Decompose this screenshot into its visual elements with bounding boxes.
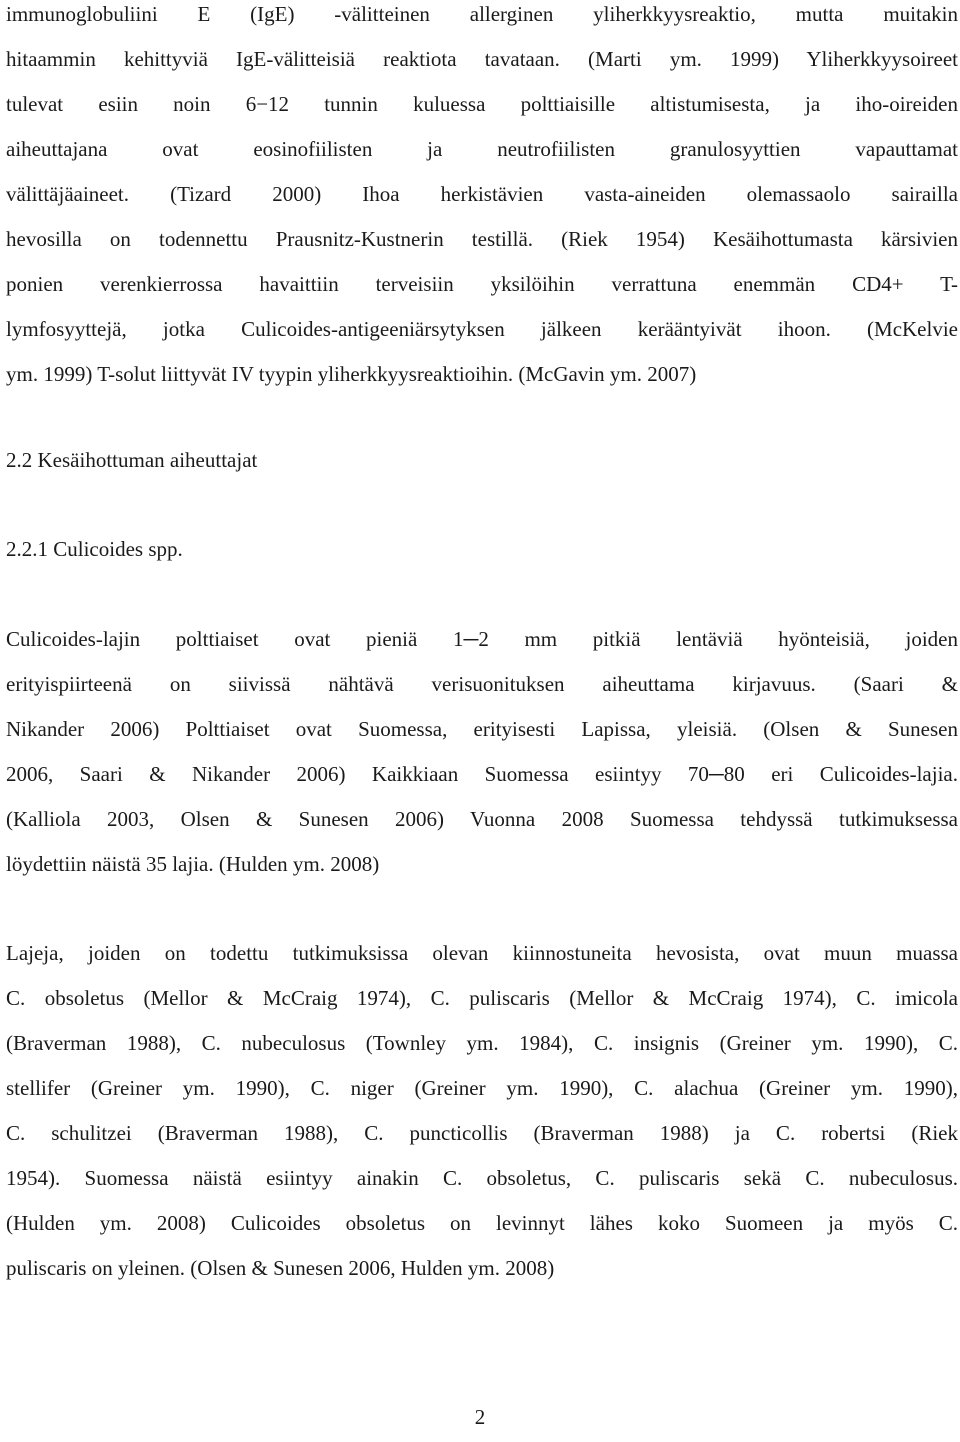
text-line: hevosilla on todennettu Prausnitz-Kustnerin testillä. (Riek 1954) Kesäihottumasta kärsivien	[6, 227, 958, 251]
text-line: Lajeja, joiden on todettu tutkimuksissa olevan kiinnostuneita hevosista, ovat muun muassa	[6, 941, 958, 965]
text-line: tulevat esiin noin 6−12 tunnin kuluessa polttiaisille altistumisesta, ja iho-oireiden	[6, 92, 958, 116]
text-line: ym. 1999) T-solut liittyvät IV tyypin yliherkkyysreaktioihin. (McGavin ym. 2007)	[6, 362, 697, 386]
text-line: (Braverman 1988), C. nubeculosus (Townley ym. 1984), C. insignis (Greiner ym. 1990), C.	[6, 1031, 958, 1055]
text-line: 1954). Suomessa näistä esiintyy ainakin C. obsoletus, C. puliscaris sekä C. nubeculosus.	[6, 1166, 958, 1190]
text-line: (Kalliola 2003, Olsen & Sunesen 2006) Vuonna 2008 Suomessa tehdyssä tutkimuksessa	[6, 807, 958, 831]
text-line: aiheuttajana ovat eosinofiilisten ja neutrofiilisten granulosyyttien vapauttamat	[6, 137, 958, 161]
text-line: (Hulden ym. 2008) Culicoides obsoletus on levinnyt lähes koko Suomeen ja myös C.	[6, 1211, 958, 1235]
text-line: välittäjäaineet. (Tizard 2000) Ihoa herkistävien vasta-aineiden olemassaolo sairailla	[6, 182, 958, 206]
text-line: Nikander 2006) Polttiaiset ovat Suomessa, erityisesti Lapissa, yleisiä. (Olsen & Sunesen	[6, 717, 958, 741]
subsection-heading: 2.2.1 Culicoides spp.	[6, 537, 183, 561]
text-line: löydettiin näistä 35 lajia. (Hulden ym. 2008)	[6, 852, 380, 876]
paragraph-allergy-mechanism	[6, 0, 958, 397]
text-line: erityispiirteenä on siivissä nähtävä verisuonituksen aiheuttama kirjavuus. (Saari &	[6, 672, 958, 696]
text-line: hitaammin kehittyviä IgE-välitteisiä reaktiota tavataan. (Marti ym. 1999) Yliherkkyysoireet	[6, 47, 958, 71]
text-line: Culicoides-lajin polttiaiset ovat pieniä 1─2 mm pitkiä lentäviä hyönteisiä, joiden	[6, 627, 958, 651]
paragraph-culicoides-description	[6, 617, 958, 887]
text-line: C. obsoletus (Mellor & McCraig 1974), C. puliscaris (Mellor & McCraig 1974), C. imicola	[6, 986, 958, 1010]
page-number: 2	[474, 1405, 486, 1429]
text-line: lymfosyyttejä, jotka Culicoides-antigeeniärsytyksen jälkeen kerääntyivät ihoon. (McKelvie	[6, 317, 958, 341]
section-heading: 2.2 Kesäihottuman aiheuttajat	[6, 448, 258, 472]
text-line: puliscaris on yleinen. (Olsen & Sunesen 2006, Hulden ym. 2008)	[6, 1256, 555, 1280]
text-line: C. schulitzei (Braverman 1988), C. puncticollis (Braverman 1988) ja C. robertsi (Riek	[6, 1121, 958, 1145]
text-line: 2006, Saari & Nikander 2006) Kaikkiaan Suomessa esiintyy 70─80 eri Culicoides-lajia.	[6, 762, 958, 786]
text-line: stellifer (Greiner ym. 1990), C. niger (Greiner ym. 1990), C. alachua (Greiner ym. 1990),	[6, 1076, 958, 1100]
paragraph-culicoides-species	[6, 931, 958, 1291]
text-line: immunoglobuliini E (IgE) -välitteinen allerginen yliherkkyysreaktio, mutta muitakin	[6, 2, 958, 26]
text-line: ponien verenkierrossa havaittiin terveisiin yksilöihin verrattuna enemmän CD4+ T-	[6, 272, 958, 296]
